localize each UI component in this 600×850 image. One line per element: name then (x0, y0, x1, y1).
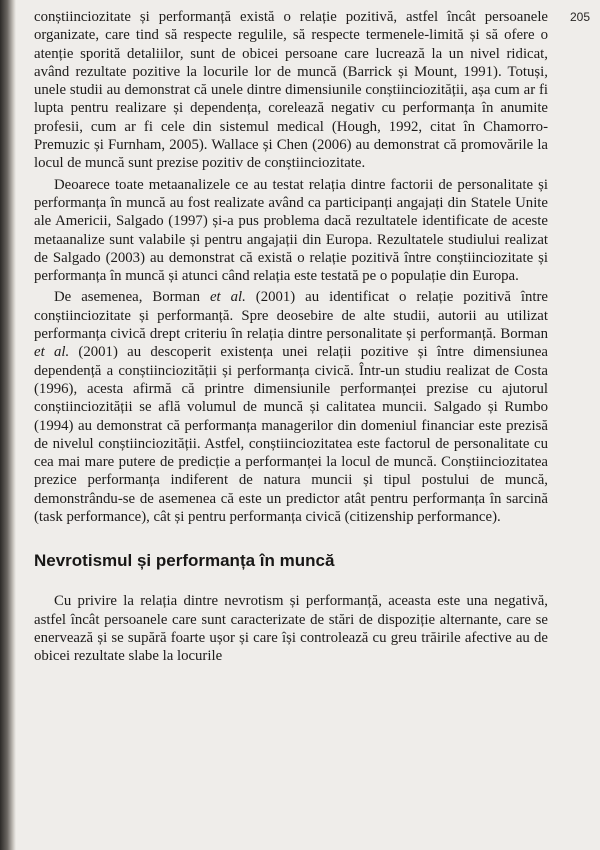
paragraph-conscientiousness-intro: conștiinciozitate și performanță există o relație pozitivă, astfel încât persoanele organizate, care tind să respecte regulile, să respecte termenele-limită și să ofere o atenție sporită detaliilor, sunt de obicei persoane care lucrează la un nivel ridicat, având rezultate pozitive la locurile lor de muncă (Barrick și Mount, 1991). Totuși, unele studii au demonstrat că unele dintre dimensiunile conștiinciozității, așa cum ar fi lupta pentru realizare și dependența, corelează negativ cu performanța în anumite profesii, cum ar fi cele din sistemul medical (Hough, 1992, citat în Chamorro-Premuzic și Furnham, 2005). Wallace și Chen (2006) au demonstrat că promovările la locul de muncă sunt prezise pozitiv de conștiinciozitate. (34, 9, 548, 172)
section-heading-neuroticism: Nevrotismul și performanța în muncă (34, 551, 335, 571)
page-body (34, 8, 548, 666)
borman-text-2: (2001) au identificat o relație pozitivă între conștiinciozitate și performanță. Spre deosebire de alte studii, autorii au utilizat performanța civică drept criteriu în relația dintre personalitate și performanță. Borman (34, 289, 549, 343)
book-binding-shadow (0, 0, 16, 850)
borman-et-al-2: et al. (34, 344, 70, 361)
borman-text-3: (2001) au descoperit existența unei relații pozitive și între dimensiunea dependență a conștiinciozității și performanța civică. Într-un studiu realizat de Costa (1996), acesta afirmă că printre dimensiunile performanței prezise cu ajutorul conștiinciozității se află volumul de muncă și calitatea muncii. Salgado și Rumbo (1994) au demonstrat că performanța managerilor din domeniul financiar este prezisă de nivelul conștiinciozității. Astfel, conștiinciozitatea este factorul de personalitate cu cea mai mare putere de predicție a performanței la locul de muncă. Conștiinciozitatea prezice performanța indiferent de natura muncii și tipul postului de muncă, demonstrându-se de asemenea că este un predictor atât pentru performanța în sarcină (task performance), cât și pentru performanța civică (citizenship performance). (34, 344, 548, 526)
page-number: 205 (569, 10, 590, 24)
borman-text-1: De asemenea, Borman (54, 289, 210, 306)
paragraph-salgado: Deoarece toate metaanalizele ce au testat relația dintre factorii de personalitate și performanța în muncă au fost realizate având ca participanți angajați din Statele Unite ale Americii, Salgado (1997) și-a pus problema dacă rezultatele identificate de aceste metaanalize sunt valabile și pentru angajații din Europa. Rezultatele studiului realizat de Salgado (2003) au demonstrat că există o relație pozitivă între conștiinciozitate și performanța în muncă și atunci când relația este testată pe o populație din Europa. (34, 176, 548, 285)
paragraph-neuroticism: Cu privire la relația dintre nevrotism și performanță, aceasta este una negativă, astfel încât persoanele care sunt caracterizate de stări de dispoziție alternante, care se enervează și se supără foarte ușor și care își controlează cu greu trăirile afective au de obicei rezultate slabe la locurile (34, 593, 548, 665)
borman-et-al-1: et al. (209, 289, 246, 306)
paragraph-borman (34, 288, 548, 526)
